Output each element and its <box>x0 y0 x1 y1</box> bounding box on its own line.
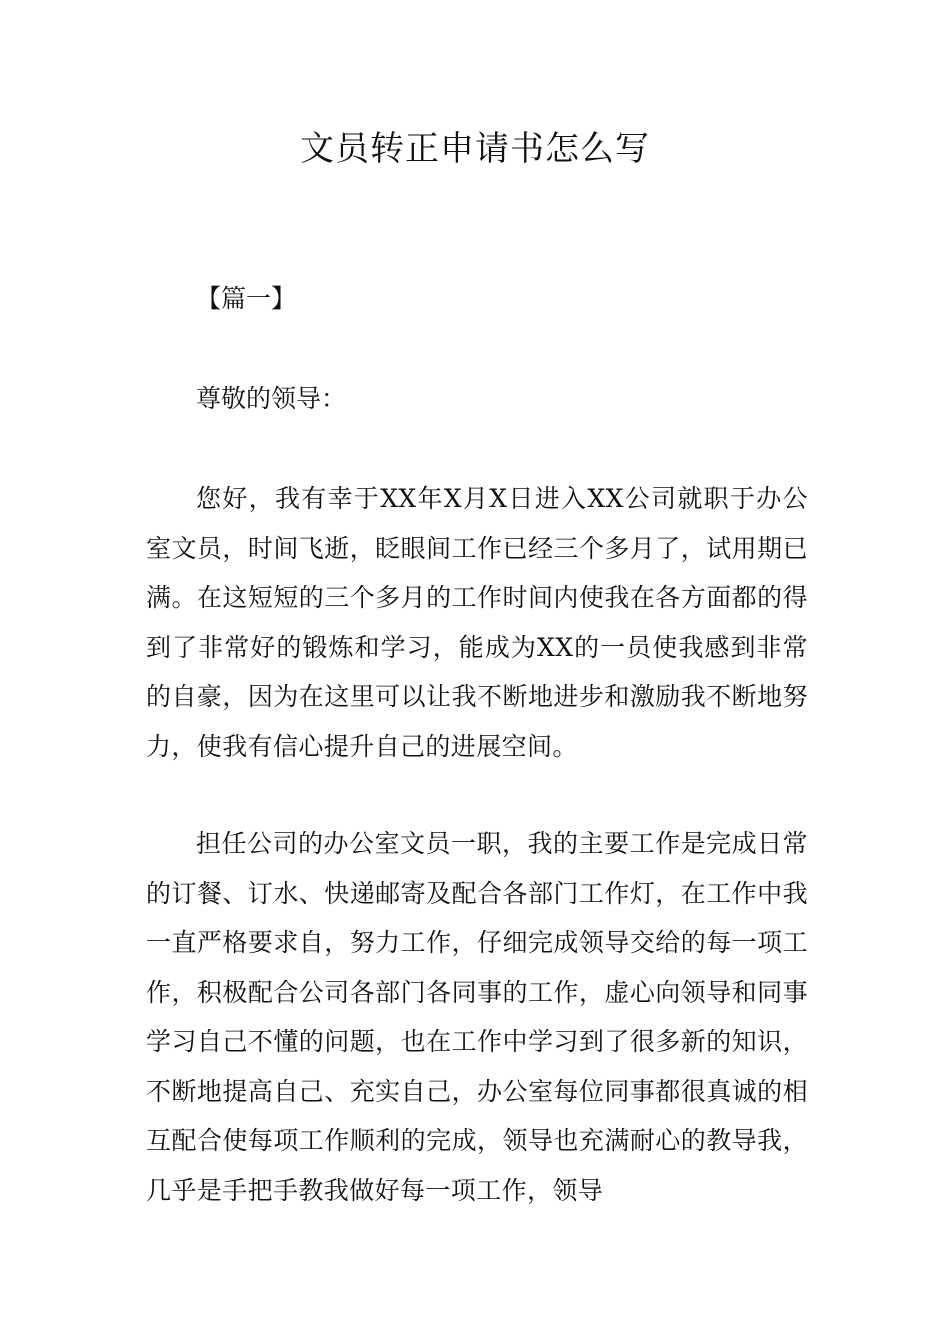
section-label: 【篇一】 <box>196 284 297 313</box>
body-paragraph: 担任公司的办公室文员一职，我的主要工作是完成日常的订餐、订水、快递邮寄及配合各部门工作灯，在工作中我一直严格要求自，努力工作，仔细完成领导交给的每一项工作，积极配合公司各部门各同事的工作，虚心向领导和同事学习自己不懂的问题，也在工作中学习到了很多新的知识，不断地提高自己、充实自己，办公室每位同事都很真诚的相互配合使每项工作顺利的完成，领导也充满耐心的教导我，几乎是手把手教我做好每一项工作，领导 <box>146 829 808 1205</box>
body-paragraph: 您好，我有幸于XX年X月X日进入XX公司就职于办公室文员，时间飞逝，眨眼间工作已经三个多月了，试用期已满。在这短短的三个多月的工作时间内使我在各方面都的得到了非常好的锻炼和学习，能成为XX的一员使我感到非常的自豪，因为在这里可以让我不断地进步和激励我不断地努力，使我有信心提升自己的进展空间。 <box>146 484 808 761</box>
document-title: 文员转正申请书怎么写 <box>300 129 650 169</box>
salutation: 尊敬的领导： <box>196 384 347 413</box>
